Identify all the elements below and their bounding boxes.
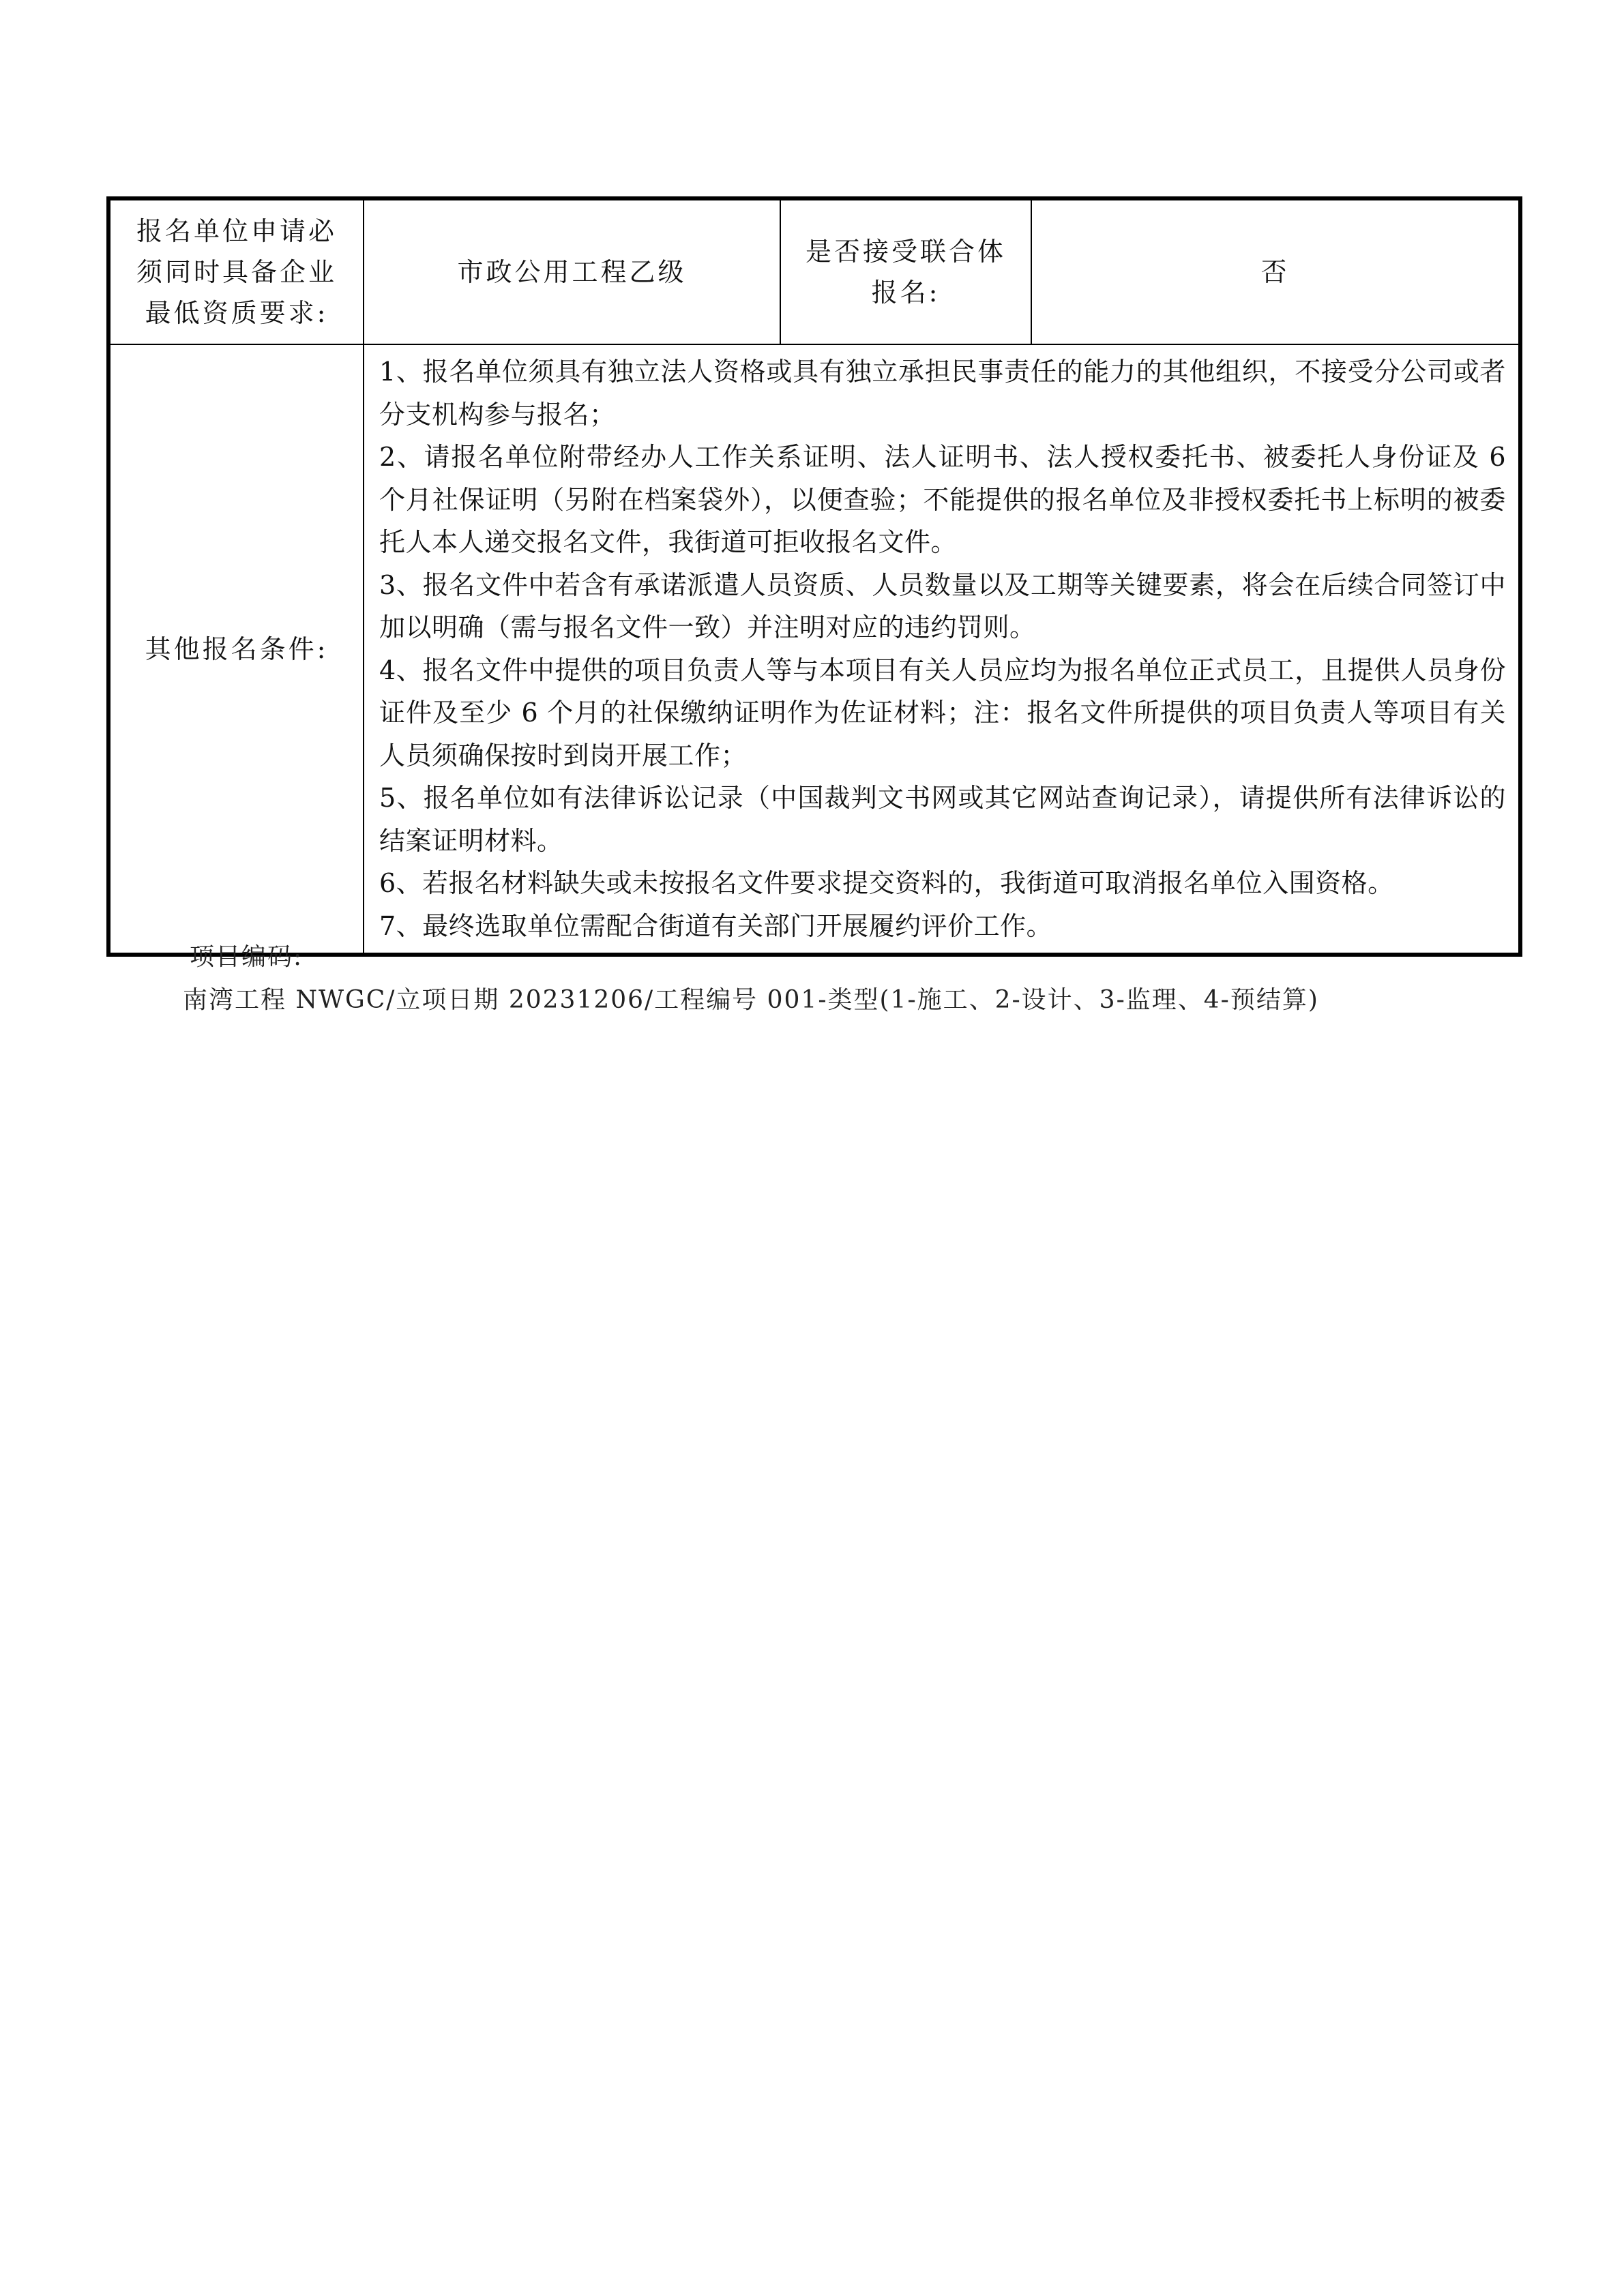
condition-item: 5、报名单位如有法律诉讼记录（中国裁判文书网或其它网站查询记录），请提供所有法律诉讼的结案证明材料。 [379, 783, 1506, 856]
conditions-label: 其他报名条件: [108, 344, 364, 955]
project-code-note [183, 936, 1319, 1022]
qualification-row [108, 198, 1520, 344]
project-code-format: 南湾工程 NWGC/立项日期 20231206/工程编号 001-类型(1-施工、2-设计、3-监理、4-预结算) [183, 986, 1319, 1014]
conditions-row [108, 344, 1520, 955]
consortium-value: 否 [1031, 198, 1520, 344]
condition-item: 7、最终选取单位需配合街道有关部门开展履约评价工作。 [379, 910, 1053, 941]
project-code-label: 项目编码: [190, 943, 304, 971]
condition-item: 4、报名文件中提供的项目负责人等与本项目有关人员应均为报名单位正式员工，且提供人员身份证件及至少 6 个月的社保缴纳证明作为佐证材料；注：报名文件所提供的项目负责人等项目有关人员须确保按时到岗开展工作； [379, 655, 1506, 771]
qualification-value: 市政公用工程乙级 [364, 198, 780, 344]
condition-item: 2、请报名单位附带经办人工作关系证明、法人证明书、法人授权委托书、被委托人身份证及 6 个月社保证明（另附在档案袋外），以便查验；不能提供的报名单位及非授权委托书上标明的被委托人本人递交报名文件，我街道可拒收报名文件。 [379, 442, 1506, 557]
consortium-label: 是否接受联合体报名: [780, 198, 1031, 344]
condition-item: 1、报名单位须具有独立法人资格或具有独立承担民事责任的能力的其他组织，不接受分公司或者分支机构参与报名； [379, 357, 1506, 430]
condition-item: 6、若报名材料缺失或未按报名文件要求提交资料的，我街道可取消报名单位入围资格。 [379, 868, 1394, 898]
conditions-list [364, 344, 1520, 955]
condition-item: 3、报名文件中若含有承诺派遣人员资质、人员数量以及工期等关键要素，将会在后续合同签订中加以明确（需与报名文件一致）并注明对应的违约罚则。 [379, 569, 1506, 642]
qualification-label: 报名单位申请必须同时具备企业最低资质要求: [108, 198, 364, 344]
registration-requirements-table [106, 196, 1522, 957]
